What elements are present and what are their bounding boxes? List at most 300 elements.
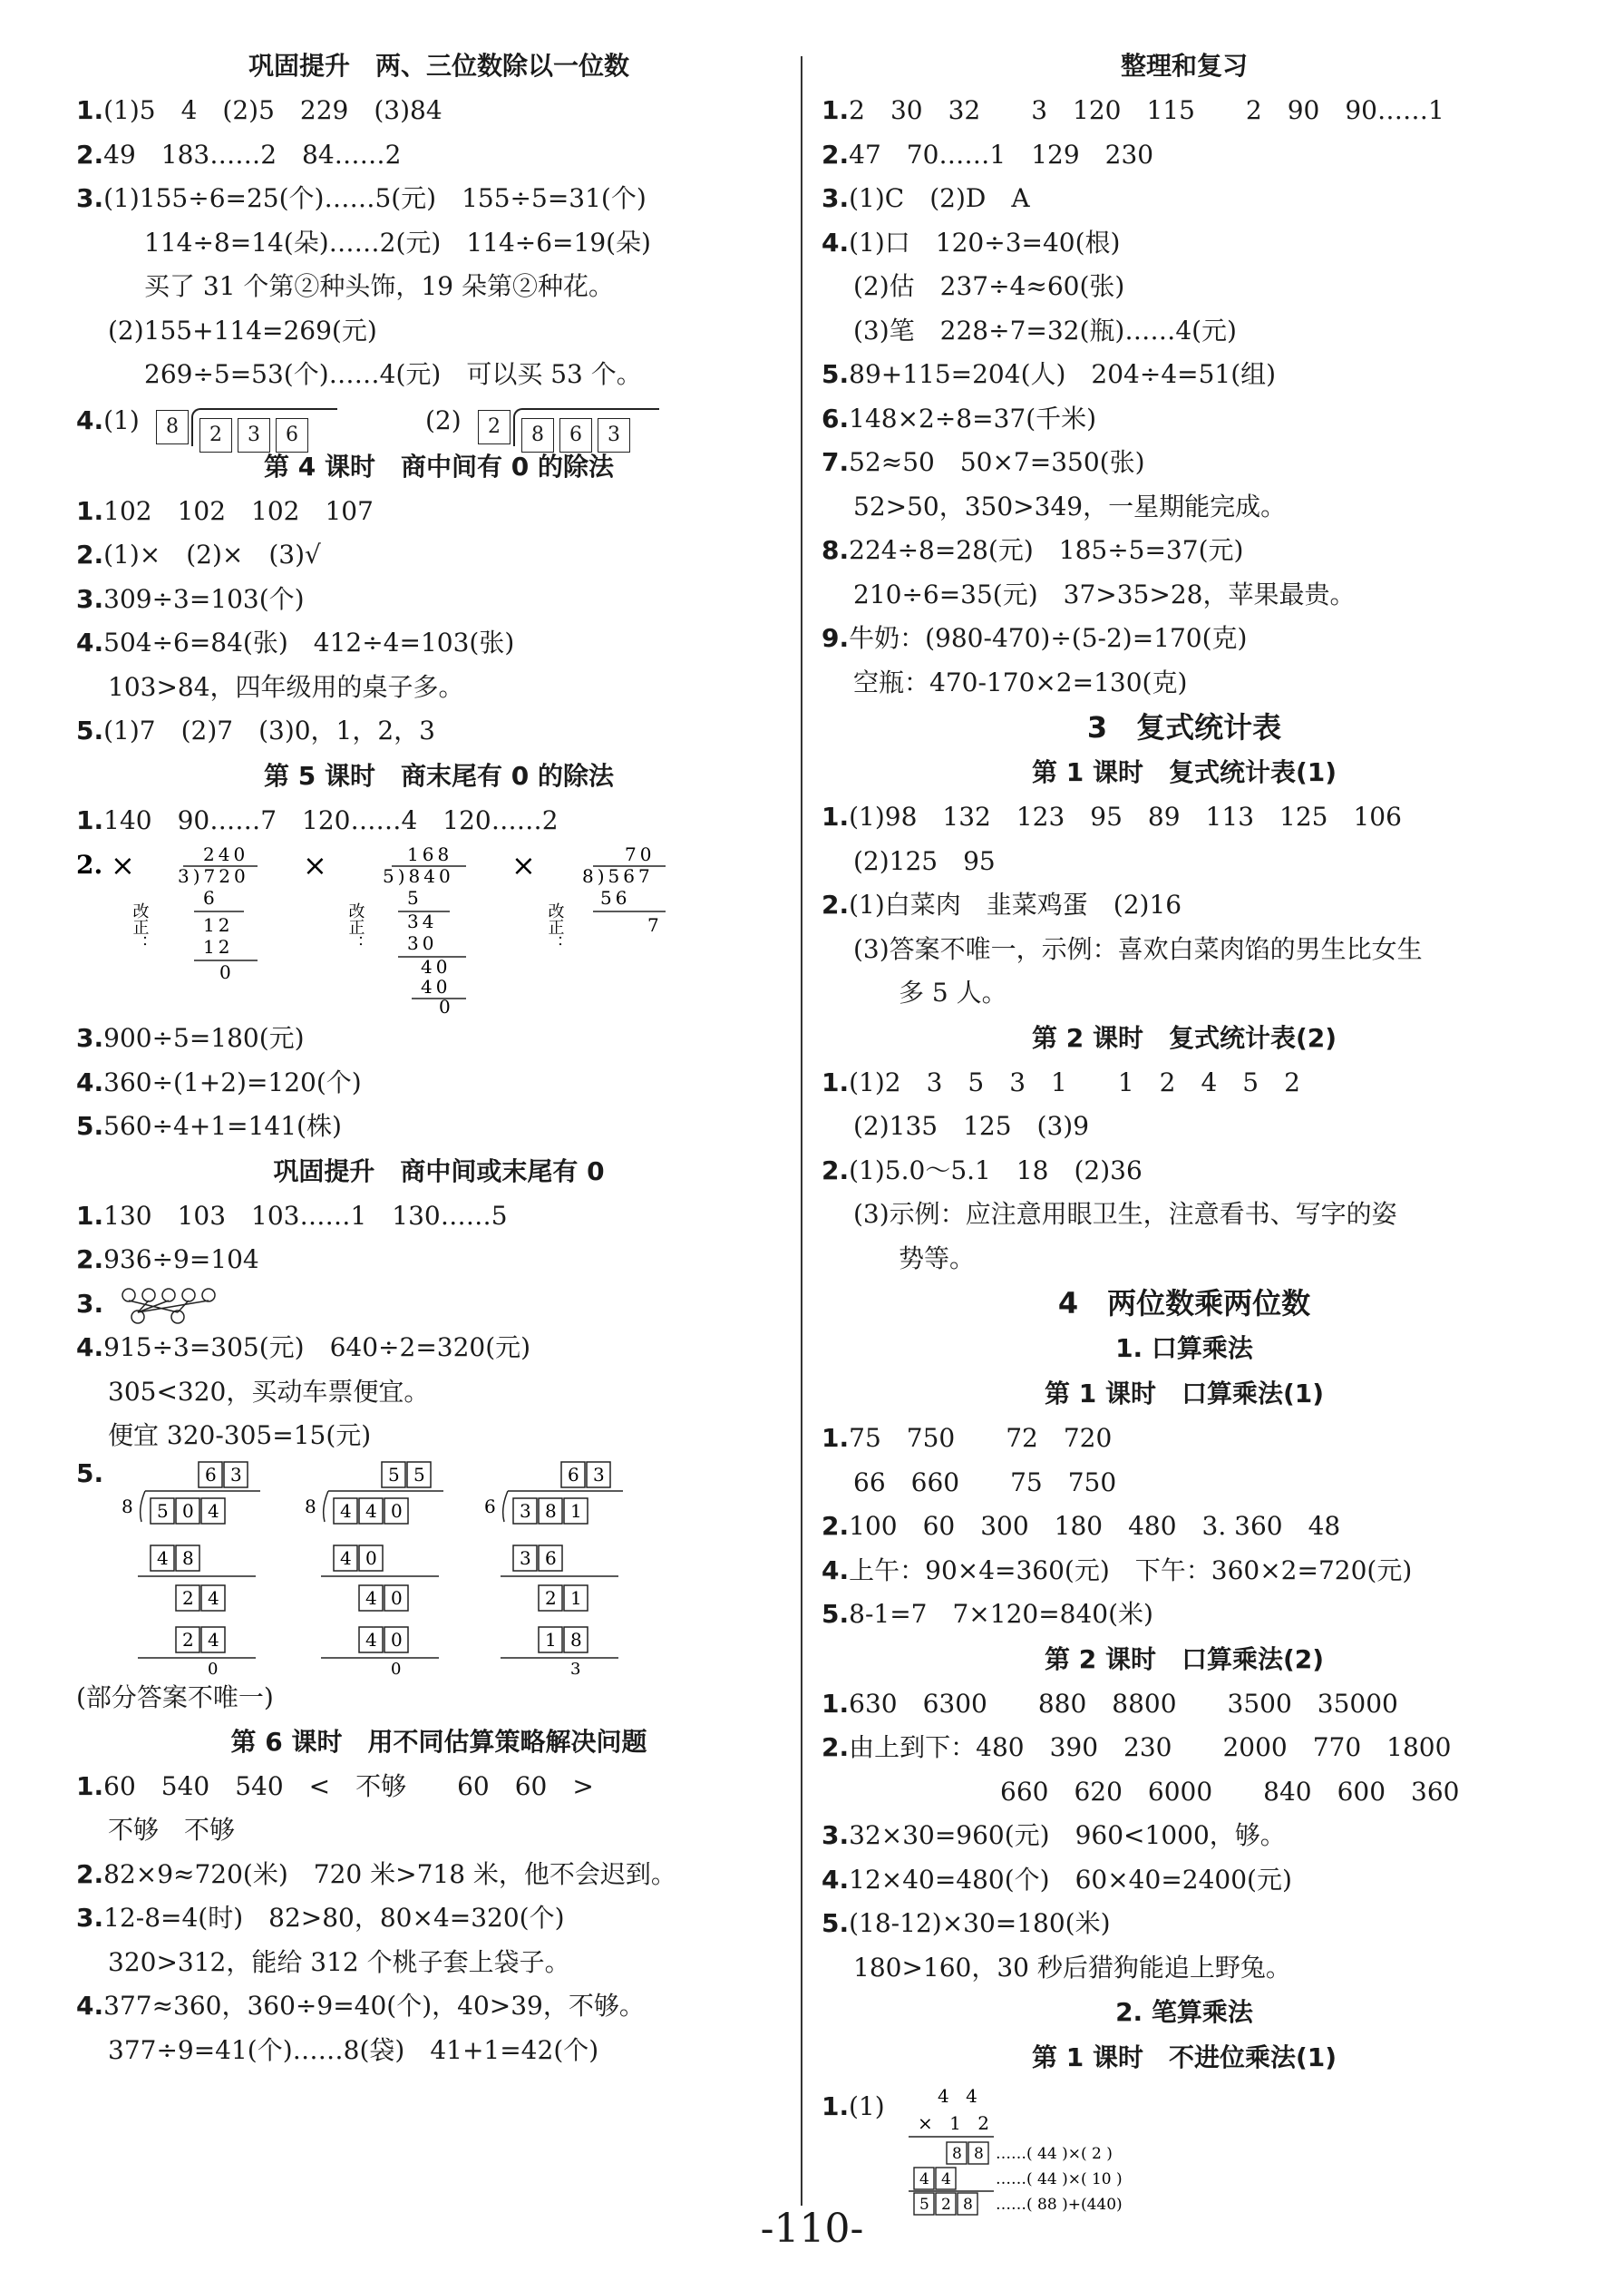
answer-line — [76, 265, 802, 309]
answer-line — [822, 617, 1547, 661]
answer-text: 52>50，350>349，一星期能完成。 — [853, 491, 1287, 521]
answer-text: (1)5.0～5.1 18 (2)36 — [849, 1155, 1143, 1185]
step: 12 — [203, 936, 234, 958]
answer-line — [76, 1061, 802, 1106]
left-column — [76, 44, 802, 2072]
answer-text: (1)155÷6=25(个)……5(元) 155÷5=31(个) — [103, 183, 647, 213]
cross-mark: × — [111, 848, 135, 882]
multiplication-figure — [822, 2080, 1184, 2217]
match-dot — [162, 1289, 175, 1301]
section-heading: 第 1 课时 复式统计表(1) — [1031, 757, 1337, 787]
answer-box: 2 — [478, 410, 511, 444]
step: 34 — [407, 911, 438, 932]
answer-line — [76, 1238, 802, 1282]
answer-text: 140 90……7 120……4 120……2 — [103, 804, 559, 835]
answer-line — [76, 89, 802, 133]
answer-line — [76, 1414, 802, 1458]
division-b — [475, 403, 659, 450]
answer-line — [822, 1770, 1547, 1815]
box-digit: 2 — [182, 1628, 194, 1651]
answer-text: 148×2÷8=37(千米) — [849, 403, 1097, 434]
box-digit: 4 — [919, 2170, 929, 2188]
question-3-matching — [76, 1282, 802, 1327]
question-number: 2. — [76, 139, 104, 170]
divisor: 6 — [484, 1495, 496, 1517]
answer-text: (1)7 (2)7 (3)0，1，2，3 — [103, 716, 435, 745]
answer-line — [822, 1902, 1547, 1946]
question-number: 2. — [822, 890, 850, 920]
question-number: 2. — [822, 1732, 850, 1762]
step: 6 — [203, 887, 215, 909]
question-number: 5. — [76, 1457, 104, 1488]
answer-text: (1)98 132 123 95 89 113 125 106 — [849, 802, 1402, 832]
answer-line — [822, 1726, 1547, 1770]
answer-box: 8 — [521, 418, 554, 453]
answer-text: 102 102 102 107 — [103, 495, 374, 526]
answer-text: 936÷9=104 — [103, 1244, 259, 1274]
question-number: 4. — [76, 404, 104, 435]
answer-line — [822, 928, 1547, 972]
box-digit: 4 — [208, 1499, 219, 1522]
question-number: 6. — [822, 403, 850, 434]
answer-line — [822, 221, 1547, 266]
answer-line — [76, 621, 802, 666]
question-number: 1. — [76, 1770, 104, 1801]
box-digit: 4 — [941, 2170, 951, 2188]
answer-text: 377÷9=41(个)……8(袋) 41+1=42(个) — [108, 2034, 599, 2065]
answer-line — [76, 666, 802, 710]
box-digit: 8 — [952, 2145, 962, 2163]
section-heading: 第 5 课时 商末尾有 0 的除法 — [264, 760, 614, 791]
answer-text: (18-12)×30=180(米) — [849, 1908, 1111, 1938]
question-number: 5. — [822, 359, 850, 389]
answer-line — [822, 1105, 1547, 1149]
answer-line — [822, 1549, 1547, 1593]
step: 240 — [203, 843, 249, 865]
answer-text: 224÷8=28(元) 185÷5=37(元) — [849, 535, 1244, 565]
answer-line — [822, 265, 1547, 309]
question-number: 1. — [822, 2091, 850, 2121]
answer-text: 12×40=480(个) 60×40=2400(元) — [849, 1864, 1292, 1895]
answer-text: 100 60 300 180 480 3. 360 48 — [849, 1511, 1341, 1541]
answer-line — [76, 1765, 802, 1809]
note: ……( 44 )×( 2 ) — [996, 2145, 1113, 2163]
answer-box: 8 — [156, 410, 189, 444]
answer-text: 75 750 72 720 — [849, 1423, 1113, 1453]
question-number: 1. — [822, 802, 850, 832]
divisor: 8 — [305, 1495, 316, 1517]
answer-text: 牛奶：(980-470)÷(5-2)=170(克) — [849, 623, 1248, 653]
match-dot — [142, 1289, 155, 1301]
answer-line — [822, 1193, 1547, 1237]
section-heading: 第 6 课时 用不同估算策略解决问题 — [230, 1726, 647, 1757]
answer-line — [822, 1461, 1547, 1506]
box-digit: 3 — [230, 1463, 242, 1486]
answer-text: 不够 不够 — [108, 1815, 236, 1845]
answer-line — [76, 221, 802, 266]
box-digit: 1 — [570, 1499, 582, 1522]
answer-text: (1)口 120÷3=40(根) — [849, 227, 1121, 258]
answer-text: (部分答案不唯一) — [76, 1681, 274, 1712]
box-digit: 0 — [182, 1499, 194, 1522]
answer-line — [822, 441, 1547, 485]
answer-text: 8-1=7 7×120=840(米) — [849, 1599, 1153, 1629]
answer-text: 130 103 103……1 130……5 — [103, 1200, 508, 1231]
answer-text: 915÷3=305(元) 640÷2=320(元) — [103, 1332, 531, 1362]
division-bracket — [191, 408, 337, 446]
box-digit: 4 — [365, 1586, 377, 1609]
section-heading: 第 4 课时 商中间有 0 的除法 — [264, 451, 614, 482]
question-number: 4. — [76, 628, 104, 658]
box-digit: 2 — [545, 1586, 557, 1609]
sub-label: (1) — [103, 404, 140, 435]
section-heading: 整理和复习 — [1120, 51, 1248, 81]
question-number: 2. — [76, 1858, 104, 1889]
answer-text: 上午：90×4=360(元) 下午：360×2=720(元) — [849, 1554, 1413, 1585]
answer-line — [76, 578, 802, 622]
match-dot — [202, 1289, 215, 1301]
step: 0 — [219, 961, 231, 983]
question-number: 2. — [822, 139, 850, 170]
match-dot — [122, 1289, 135, 1301]
step: 56 — [600, 887, 631, 909]
answer-line — [76, 2029, 802, 2073]
answer-text: (1)2 3 5 3 1 1 2 4 5 2 — [849, 1067, 1300, 1097]
answer-line — [822, 840, 1547, 884]
answer-line — [76, 1808, 802, 1853]
answer-text: 180>160，30 秒后猎狗能追上野兔。 — [853, 1952, 1291, 1983]
section-heading: 第 2 课时 口算乘法(2) — [1044, 1643, 1325, 1674]
box-digit: 3 — [520, 1546, 531, 1569]
box-digit: 4 — [340, 1546, 352, 1569]
box-digit: 4 — [208, 1628, 219, 1651]
box-digit: 5 — [413, 1463, 425, 1486]
right-column — [822, 44, 1547, 2217]
answer-line — [822, 1814, 1547, 1858]
question-number: 1. — [76, 95, 104, 125]
matching-lines — [76, 1282, 230, 1326]
answer-line — [822, 1505, 1547, 1549]
note: ……( 88 )+(440) — [996, 2196, 1123, 2214]
question-number: 4. — [822, 227, 850, 258]
remainder: 0 — [391, 1659, 402, 1676]
fix-label: 改正： — [345, 902, 365, 951]
answer-text: 便宜 320-305=15(元) — [108, 1420, 372, 1450]
step: 12 — [203, 914, 234, 936]
answer-text: 269÷5=53(个)……4(元) 可以买 53 个。 — [144, 359, 642, 389]
division-bracket — [513, 408, 659, 446]
answer-text: 630 6300 880 8800 3500 35000 — [849, 1688, 1398, 1719]
answer-text: (3)答案不唯一，示例：喜欢白菜肉馅的男生比女生 — [853, 933, 1423, 964]
answer-box: 3 — [598, 418, 630, 453]
match-dot — [171, 1311, 184, 1323]
answer-text: 660 620 6000 840 600 360 — [899, 1776, 1460, 1807]
answer-line — [76, 1853, 802, 1897]
multiplier: × 1 2 — [918, 2112, 995, 2134]
answer-line — [76, 1984, 802, 2029]
step: 7 — [647, 914, 659, 936]
page-number: -110- — [760, 2206, 864, 2252]
box-digit: 0 — [365, 1546, 377, 1569]
section-heading: 2. 笔算乘法 — [1115, 1997, 1253, 2027]
answer-line — [822, 1061, 1547, 1106]
answer-box: 2 — [199, 418, 232, 453]
answer-line — [76, 1194, 802, 1239]
answer-line — [822, 1149, 1547, 1194]
question-number: 2. — [822, 1155, 850, 1185]
answer-text: 377≈360，360÷9=40(个)，40>39，不够。 — [103, 1991, 645, 2021]
answer-text: 49 183……2 84……2 — [103, 139, 402, 170]
answer-line — [822, 309, 1547, 354]
answer-text: (1)C (2)D A — [849, 183, 1030, 213]
answer-text: 买了 31 个第②种头饰，19 朵第②种花。 — [144, 271, 614, 301]
question-number: 2. — [822, 1511, 850, 1541]
answer-text: 320>312，能给 312 个桃子套上袋子。 — [108, 1946, 570, 1977]
answer-text: (2)135 125 (3)9 — [853, 1111, 1090, 1141]
fix-label: 改正： — [545, 902, 565, 951]
answer-line — [822, 1417, 1547, 1461]
question-number: 1. — [822, 95, 850, 125]
answer-text: (1)白菜肉 韭菜鸡蛋 (2)16 — [849, 890, 1182, 920]
answer-text: 52≈50 50×7=350(张) — [849, 447, 1145, 477]
answer-box: 6 — [276, 418, 308, 453]
answer-line — [822, 397, 1547, 442]
answer-line — [822, 353, 1547, 397]
question-number: 1. — [76, 1200, 104, 1231]
match-dot — [131, 1311, 144, 1323]
division-fill-figures — [76, 1458, 802, 1676]
answer-text: (3)示例：应注意用眼卫生，注意看书、写字的姿 — [853, 1199, 1397, 1229]
correction-figures — [76, 843, 802, 1015]
answer-line — [76, 1941, 802, 1985]
answer-line — [822, 1593, 1547, 1637]
question-5-division-fill — [76, 1458, 802, 1676]
box-digit: 4 — [157, 1546, 169, 1569]
remainder: 3 — [570, 1659, 581, 1676]
section-heading: 3 复式统计表 — [1086, 710, 1282, 745]
question-number: 5. — [76, 716, 104, 745]
question-number: 3. — [76, 1023, 104, 1053]
box-digit: 6 — [568, 1463, 579, 1486]
match-dot — [182, 1289, 195, 1301]
answer-line — [822, 1237, 1547, 1281]
question-number: 9. — [822, 623, 850, 653]
box-digit: 8 — [545, 1499, 557, 1522]
answer-text: 空瓶：470-170×2=130(克) — [853, 667, 1188, 697]
question-number: 4. — [76, 1332, 104, 1362]
question-number: 5. — [822, 1599, 850, 1629]
answer-text: (2)估 237÷4≈60(张) — [853, 271, 1125, 301]
sub-label: (2) — [425, 404, 462, 435]
cross-mark: × — [303, 848, 327, 882]
sub-label: (1) — [849, 2091, 885, 2121]
question-number: 3. — [76, 1903, 104, 1933]
question-number: 5. — [822, 1908, 850, 1938]
answer-line — [822, 883, 1547, 928]
box-digit: 4 — [208, 1586, 219, 1609]
question-number: 1. — [76, 495, 104, 526]
answer-text: (3)笔 228÷7=32(瓶)……4(元) — [853, 315, 1237, 346]
box-digit: 8 — [182, 1546, 194, 1569]
answer-line — [76, 133, 802, 178]
fix-label: 改正： — [130, 902, 150, 951]
question-number: 2. — [76, 540, 104, 570]
division-a — [153, 403, 337, 450]
answer-line — [76, 1370, 802, 1415]
answer-note — [76, 1676, 802, 1720]
step: 0 — [439, 996, 451, 1015]
question-number: 4. — [822, 1864, 850, 1895]
answer-line — [76, 353, 802, 397]
column-divider — [801, 56, 802, 2206]
answer-line — [822, 795, 1547, 840]
answer-text: 114÷8=14(朵)……2(元) 114÷6=19(朵) — [144, 227, 651, 258]
answer-line — [822, 529, 1547, 573]
answer-line — [76, 490, 802, 534]
box-digit: 4 — [340, 1499, 352, 1522]
step: 168 — [407, 843, 453, 865]
section-heading: 巩固提升 两、三位数除以一位数 — [248, 51, 629, 81]
question-number: 1. — [822, 1423, 850, 1453]
question-number: 2. — [76, 1244, 104, 1274]
section-heading: 1. 口算乘法 — [1115, 1333, 1253, 1363]
answer-line — [822, 1946, 1547, 1991]
box-digit: 1 — [570, 1586, 582, 1609]
answer-text: 560÷4+1=141(株) — [103, 1111, 342, 1141]
answer-text: 47 70……1 129 230 — [849, 139, 1154, 170]
answer-line — [76, 177, 802, 221]
section-heading: 第 2 课时 复式统计表(2) — [1031, 1022, 1337, 1053]
answer-text: (2)155+114=269(元) — [108, 315, 377, 346]
box-digit: 6 — [205, 1463, 217, 1486]
box-digit: 6 — [545, 1546, 557, 1569]
answer-text: 2 30 32 3 120 115 2 90 90……1 — [849, 95, 1444, 125]
step: 8)567 — [582, 865, 654, 887]
question-number: 3. — [822, 183, 850, 213]
section-heading: 4 两位数乘两位数 — [1057, 1286, 1311, 1320]
answer-text: 89+115=204(人) 204÷4=51(组) — [849, 359, 1277, 389]
answer-line — [76, 309, 802, 354]
answer-line — [822, 485, 1547, 530]
answer-text: 360÷(1+2)=120(个) — [103, 1067, 362, 1097]
step: 70 — [625, 843, 656, 865]
question-number: 1. — [822, 1067, 850, 1097]
answer-text: 由上到下：480 390 230 2000 770 1800 — [849, 1732, 1452, 1762]
box-digit: 3 — [520, 1499, 531, 1522]
question-number: 3. — [76, 183, 104, 213]
multiplicand: 4 4 — [938, 2085, 983, 2107]
answer-text: 66 660 75 750 — [853, 1467, 1117, 1497]
step: 3)720 — [178, 865, 249, 887]
question-1-vertical-multiplication — [822, 2080, 1547, 2217]
answer-text: 12-8=4(时) 82>80，80×4=320(个) — [103, 1903, 565, 1933]
answer-text: 103>84，四年级用的桌子多。 — [108, 671, 464, 702]
answer-text: 势等。 — [899, 1242, 976, 1273]
box-digit: 8 — [974, 2145, 984, 2163]
box-digit: 8 — [570, 1628, 582, 1651]
section-heading: 第 1 课时 不进位乘法(1) — [1031, 2042, 1337, 2072]
answer-text: (1)× (2)× (3)√ — [103, 540, 321, 570]
box-digit: 5 — [919, 2196, 929, 2214]
box-digit: 4 — [365, 1499, 377, 1522]
box-digit: 5 — [157, 1499, 169, 1522]
question-number: 7. — [822, 447, 850, 477]
answer-box: 6 — [559, 418, 592, 453]
answer-line — [76, 709, 802, 754]
question-number: 5. — [76, 1111, 104, 1141]
remainder: 0 — [208, 1659, 219, 1676]
question-number: 2. — [76, 850, 103, 880]
answer-text: 32×30=960(元) 960<1000，够。 — [849, 1820, 1286, 1850]
box-digit: 5 — [388, 1463, 400, 1486]
question-number: 1. — [76, 804, 104, 835]
answer-text: 900÷5=180(元) — [103, 1023, 305, 1053]
box-digit: 1 — [545, 1628, 557, 1651]
box-digit: 4 — [365, 1628, 377, 1651]
answer-text: 210÷6=35(元) 37>35>28，苹果最贵。 — [853, 579, 1356, 609]
box-digit: 8 — [963, 2196, 973, 2214]
box-digit: 0 — [391, 1499, 403, 1522]
step: 5 — [407, 887, 419, 909]
box-digit: 2 — [182, 1586, 194, 1609]
question-number: 1. — [822, 1688, 850, 1719]
answer-line — [76, 1105, 802, 1149]
answer-line — [822, 1682, 1547, 1727]
question-number: 3. — [76, 583, 104, 614]
step: 5)840 — [383, 865, 454, 887]
question-number: 4. — [76, 1991, 104, 2021]
answer-box: 3 — [238, 418, 270, 453]
answer-text: 309÷3=103(个) — [103, 583, 305, 614]
note: ……( 44 )×( 10 ) — [996, 2170, 1123, 2188]
section-heading: 第 1 课时 口算乘法(1) — [1044, 1379, 1325, 1408]
answer-text: 多 5 人。 — [899, 978, 1007, 1008]
cross-mark: × — [511, 848, 536, 882]
box-digit: 0 — [391, 1628, 403, 1651]
question-number: 3. — [76, 1288, 104, 1319]
answer-text: 82×9≈720(米) 720 米>718 米，他不会迟到。 — [103, 1858, 676, 1889]
divisor: 8 — [122, 1495, 133, 1517]
answer-text: (1)5 4 (2)5 229 (3)84 — [103, 95, 442, 125]
box-digit: 2 — [941, 2196, 951, 2214]
question-number: 3. — [822, 1820, 850, 1850]
answer-line — [822, 177, 1547, 221]
box-digit: 3 — [593, 1463, 605, 1486]
step: 40 — [421, 976, 452, 998]
answer-line — [76, 1896, 802, 1941]
answer-line — [76, 1017, 802, 1061]
question-number: 4. — [822, 1554, 850, 1585]
answer-line — [76, 1326, 802, 1370]
step: 40 — [421, 956, 452, 978]
answer-line — [822, 573, 1547, 618]
answer-text: 504÷6=84(张) 412÷4=103(张) — [103, 628, 515, 658]
answer-line — [822, 661, 1547, 706]
answer-line — [76, 799, 802, 843]
answer-text: 305<320，买动车票便宜。 — [108, 1376, 430, 1407]
box-digit: 0 — [391, 1586, 403, 1609]
question-number: 8. — [822, 535, 850, 565]
question-2-corrections — [76, 843, 802, 1017]
answer-text: (2)125 95 — [853, 845, 996, 876]
answer-line — [822, 1858, 1547, 1903]
section-heading: 巩固提升 商中间或末尾有 0 — [273, 1155, 605, 1186]
answer-line — [822, 89, 1547, 133]
answer-line — [822, 971, 1547, 1016]
question-number: 4. — [76, 1067, 104, 1097]
answer-line — [822, 133, 1547, 178]
question-4-division-boxes — [76, 397, 802, 444]
